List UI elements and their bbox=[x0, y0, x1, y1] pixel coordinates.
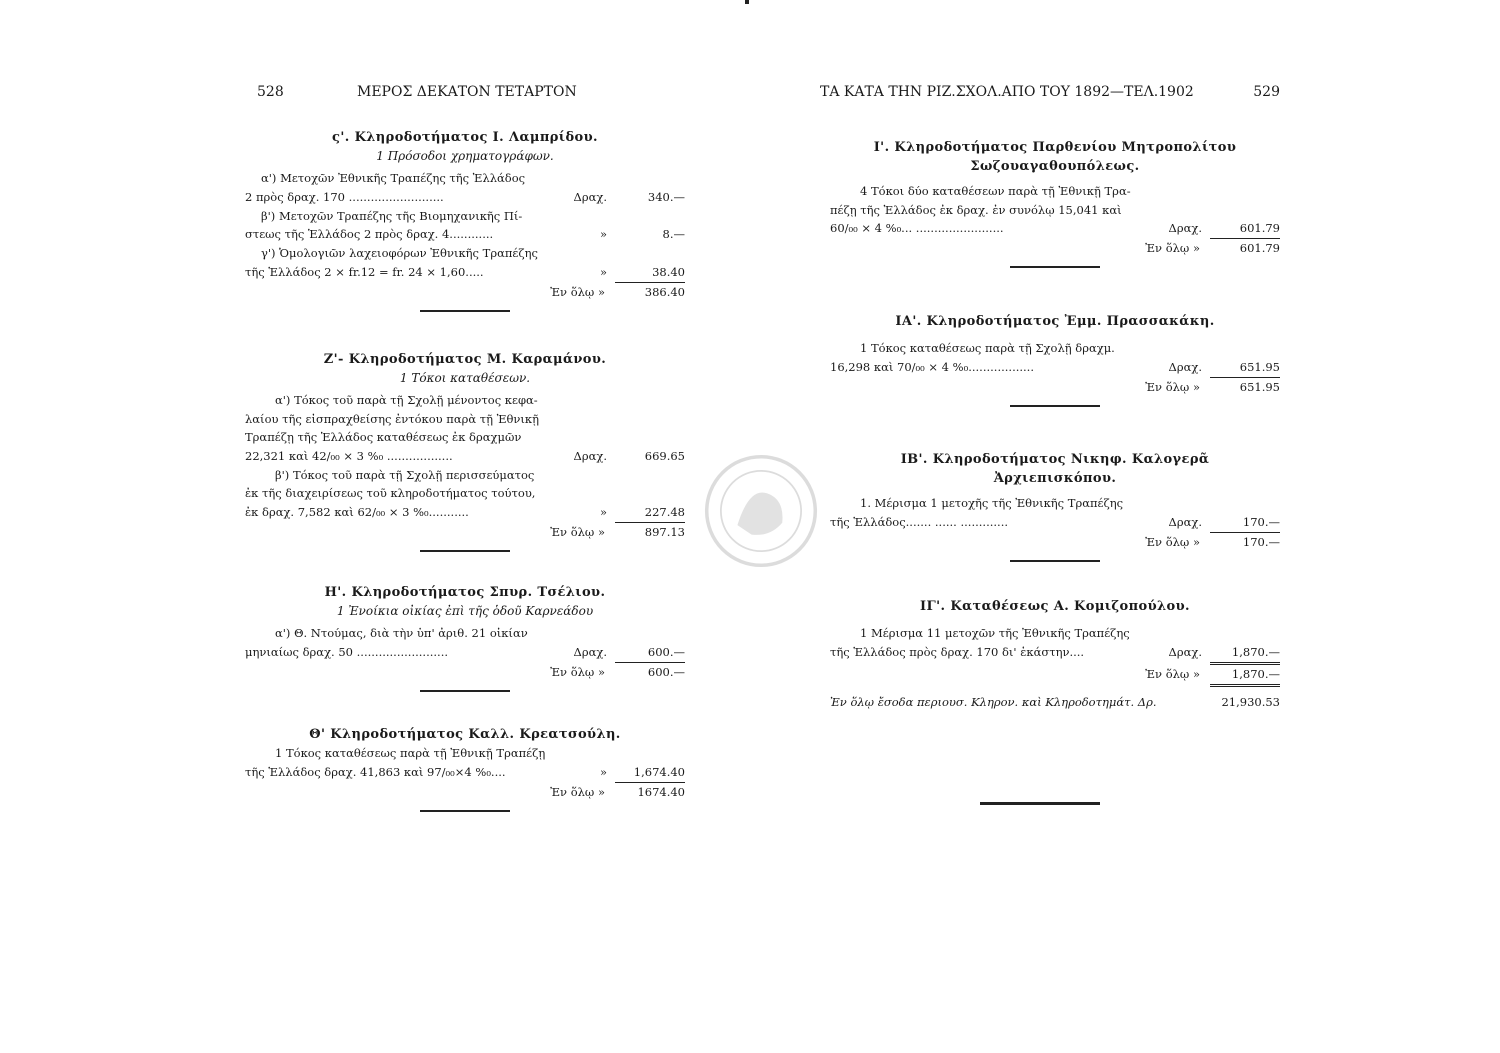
amount: 340.— bbox=[647, 189, 685, 204]
entry-line: β') Μετοχῶν Τραπέζης τῆς Βιομηχανικῆς Πί- bbox=[261, 208, 523, 223]
currency-label: Δραχ. bbox=[573, 448, 607, 463]
end-divider bbox=[980, 802, 1100, 805]
entry-line: 22,321 καὶ 42/₀₀ × 3 %₀ .................. bbox=[245, 448, 453, 463]
currency-label: Δραχ. bbox=[1168, 359, 1202, 374]
amount: 651.95 bbox=[1210, 358, 1280, 378]
running-head: ΜΕΡΟΣ ΔΕΚΑΤΟΝ ΤΕΤΑΡΤΟΝ bbox=[357, 84, 577, 100]
section-total bbox=[245, 663, 685, 682]
entry-line: Τραπέζῃ τῆς Ἑλλάδος καταθέσεως ἐκ δραχμῶν bbox=[245, 430, 522, 444]
section-tseliou bbox=[245, 583, 685, 692]
page-number: 529 bbox=[1253, 84, 1280, 100]
section-lampridou bbox=[245, 128, 685, 312]
print-mark bbox=[745, 0, 749, 4]
total-label: Ἐν ὅλῳ » bbox=[550, 664, 605, 679]
currency-label: » bbox=[599, 227, 607, 241]
section-total bbox=[830, 533, 1280, 552]
currency-label: » bbox=[599, 264, 607, 279]
section-title: Ζ'- Κληροδοτήματος Μ. Καραμάνου. bbox=[323, 352, 607, 367]
section-kreatsouli bbox=[245, 725, 685, 812]
currency-label: Δραχ. bbox=[1168, 221, 1202, 235]
currency-label: Δραχ. bbox=[1168, 514, 1202, 529]
section-divider bbox=[420, 310, 510, 312]
section-divider bbox=[420, 550, 510, 552]
currency-label: Δραχ. bbox=[1168, 644, 1202, 659]
total-label: Ἐν ὅλῳ » bbox=[1145, 534, 1200, 549]
entry-line: ἐκ δραχ. 7,582 καὶ 62/₀₀ × 3 %₀........... bbox=[245, 504, 469, 519]
amount: 38.40 bbox=[615, 263, 685, 283]
entry-row bbox=[245, 225, 685, 244]
amount: 600.— bbox=[615, 643, 685, 663]
total-amount: 1,870.— bbox=[1210, 665, 1280, 687]
entry-line: 1 Τόκος καταθέσεως παρὰ τῇ Ἐθνικῇ Τραπέζῃ bbox=[275, 746, 546, 760]
entry-line: τῆς Ἑλλάδος 2 × fr.12 = fr. 24 × 1,60..... bbox=[245, 264, 484, 279]
currency-label: Δραχ. bbox=[573, 189, 607, 204]
entry-row bbox=[830, 358, 1280, 378]
section-divider bbox=[1010, 405, 1100, 407]
amount: 1,870.— bbox=[1210, 643, 1280, 665]
amount: 601.79 bbox=[1210, 219, 1280, 239]
total-amount: 386.40 bbox=[644, 284, 685, 299]
entry-row bbox=[245, 263, 685, 283]
total-label: Ἐν ὅλῳ » bbox=[1145, 666, 1200, 681]
grand-total-row bbox=[830, 693, 1280, 712]
total-label: Ἐν ὅλῳ » bbox=[550, 284, 605, 299]
section-title: Θ' Κληροδοτήματος Καλλ. Κρεατσούλη. bbox=[309, 727, 621, 742]
entry-line: 1. Μέρισμα 1 μετοχῆς τῆς Ἐθνικῆς Τραπέζης bbox=[860, 496, 1124, 510]
running-head: ΤΑ ΚΑΤΑ ΤΗΝ ΡΙΖ.ΣΧΟΛ.ΑΠΟ ΤΟΥ 1892—ΤΕΛ.1902 bbox=[820, 84, 1194, 100]
amount: 8.— bbox=[662, 227, 685, 241]
section-title: ΙΓ'. Καταθέσεως Α. Κομιζοπούλου. bbox=[920, 599, 1190, 614]
entry-row bbox=[245, 643, 685, 663]
amount: 170.— bbox=[1210, 513, 1280, 533]
entry-row bbox=[245, 503, 685, 523]
section-title: Η'. Κληροδοτήματος Σπυρ. Τσέλιου. bbox=[324, 585, 606, 600]
library-seal-icon bbox=[702, 452, 820, 570]
total-label: Ἐν ὅλῳ » bbox=[550, 784, 605, 799]
section-subtitle: 1 Ἐνοίκια οἰκίας ἐπὶ τῆς ὁδοῦ Καρνεάδου bbox=[336, 604, 594, 618]
currency-label: Δραχ. bbox=[573, 644, 607, 659]
entry-row bbox=[830, 513, 1280, 533]
section-title: ΙΑ'. Κληροδοτήματος Ἐμμ. Πρασσακάκη. bbox=[895, 314, 1215, 329]
total-label: Ἐν ὅλῳ » bbox=[1145, 379, 1200, 394]
entry-row bbox=[830, 219, 1280, 239]
entry-line: στεως τῆς Ἑλλάδος 2 πρὸς δραχ. 4............ bbox=[245, 227, 494, 241]
entry-line: μηνιαίως δραχ. 50 ......................... bbox=[245, 644, 449, 659]
section-divider bbox=[1010, 560, 1100, 562]
entry-row bbox=[245, 188, 685, 207]
amount: 669.65 bbox=[644, 448, 685, 463]
section-total bbox=[830, 378, 1280, 397]
section-total bbox=[830, 239, 1280, 258]
grand-total-amount: 21,930.53 bbox=[1221, 694, 1280, 709]
section-subtitle: 1 Πρόσοδοι χρηματογράφων. bbox=[376, 149, 554, 163]
amount: 227.48 bbox=[615, 503, 685, 523]
currency-label: » bbox=[599, 504, 607, 519]
total-amount: 651.95 bbox=[1239, 379, 1280, 394]
section-title: Ι'. Κληροδοτήματος Παρθενίου Μητροπολίτου Σωζουαγαθουπόλεως. bbox=[873, 140, 1237, 174]
section-divider bbox=[1010, 266, 1100, 268]
section-komizopoulou bbox=[830, 597, 1280, 712]
entry-line: τῆς Ἑλλάδος δραχ. 41,863 καὶ 97/₀₀×4 %₀.... bbox=[245, 764, 506, 779]
entry-row bbox=[245, 447, 685, 466]
section-kalogera bbox=[830, 450, 1280, 562]
total-amount: 600.— bbox=[647, 664, 685, 679]
total-label: Ἐν ὅλῳ » bbox=[1145, 241, 1200, 255]
entry-line: α') Θ. Ντούμας, διὰ τὴν ὑπ' ἀριθ. 21 οἰκίαν bbox=[275, 626, 528, 640]
entry-line: λαίου τῆς εἰσπραχθείσης ἐντόκου παρὰ τῇ Ἐθνικῇ bbox=[245, 411, 540, 426]
section-divider bbox=[420, 810, 510, 812]
page-number: 528 bbox=[257, 84, 284, 100]
currency-label: » bbox=[599, 764, 607, 779]
section-karamanou bbox=[245, 350, 685, 552]
section-total bbox=[245, 283, 685, 302]
section-divider bbox=[420, 690, 510, 692]
entry-line: τῆς Ἑλλάδος πρὸς δραχ. 170 δι' ἑκάστην.... bbox=[830, 644, 1085, 659]
entry-line: α') Μετοχῶν Ἐθνικῆς Τραπέζης τῆς Ἑλλάδος bbox=[261, 171, 526, 185]
section-total bbox=[245, 523, 685, 542]
section-prassakaki bbox=[830, 312, 1280, 407]
grand-total-label: Ἐν ὅλῳ ἔσοδα περιουσ. Κληρον. καὶ Κληροδοτημάτ. Δρ. bbox=[830, 694, 1157, 709]
left-page bbox=[245, 0, 685, 1053]
entry-line: 4 Τόκοι δύο καταθέσεων παρὰ τῇ Ἐθνικῇ Τρα- bbox=[860, 184, 1131, 198]
section-title: ς'. Κληροδοτήματος Ι. Λαμπρίδου. bbox=[332, 130, 598, 145]
entry-line: 16,298 καὶ 70/₀₀ × 4 %₀.................. bbox=[830, 359, 1034, 374]
entry-line: β') Τόκος τοῦ παρὰ τῇ Σχολῇ περισσεύματος bbox=[275, 467, 535, 482]
right-page bbox=[820, 0, 1280, 1053]
entry-row bbox=[830, 643, 1280, 665]
section-total bbox=[245, 783, 685, 802]
section-title: ΙΒ'. Κληροδοτήματος Νικηφ. Καλογερᾶ Ἀρχιεπισκόπου. bbox=[900, 452, 1210, 486]
total-amount: 601.79 bbox=[1239, 241, 1280, 255]
total-label: Ἐν ὅλῳ » bbox=[550, 524, 605, 539]
entry-line: 1 Τόκος καταθέσεως παρὰ τῇ Σχολῇ δραχμ. bbox=[860, 341, 1115, 355]
total-amount: 897.13 bbox=[644, 524, 685, 539]
entry-line: 1 Μέρισμα 11 μετοχῶν τῆς Ἐθνικῆς Τραπέζης bbox=[860, 626, 1130, 640]
entry-line: 60/₀₀ × 4 %₀... ........................ bbox=[830, 221, 1004, 235]
entry-line: ἐκ τῆς διαχειρίσεως τοῦ κληροδοτήματος τούτου, bbox=[245, 486, 536, 500]
total-amount: 170.— bbox=[1242, 534, 1280, 549]
entry-line: 2 πρὸς δραχ. 170 .......................... bbox=[245, 189, 444, 204]
section-parthenios bbox=[830, 138, 1280, 268]
section-total bbox=[830, 665, 1280, 687]
entry-line: α') Τόκος τοῦ παρὰ τῇ Σχολῇ μένοντος κεφα- bbox=[275, 393, 538, 407]
amount: 1,674.40 bbox=[615, 763, 685, 783]
entry-line: πέζῃ τῆς Ἑλλάδος ἐκ δραχ. ἐν συνόλῳ 15,041 καὶ bbox=[830, 202, 1122, 217]
entry-line: γ') Ὁμολογιῶν λαχειοφόρων Ἐθνικῆς Τραπέζης bbox=[261, 246, 538, 260]
total-amount: 1674.40 bbox=[637, 784, 685, 799]
entry-line: τῆς Ἑλλάδος....... ...... ............. bbox=[830, 514, 1009, 529]
section-subtitle: 1 Τόκοι καταθέσεων. bbox=[399, 371, 531, 385]
entry-row bbox=[245, 763, 685, 783]
